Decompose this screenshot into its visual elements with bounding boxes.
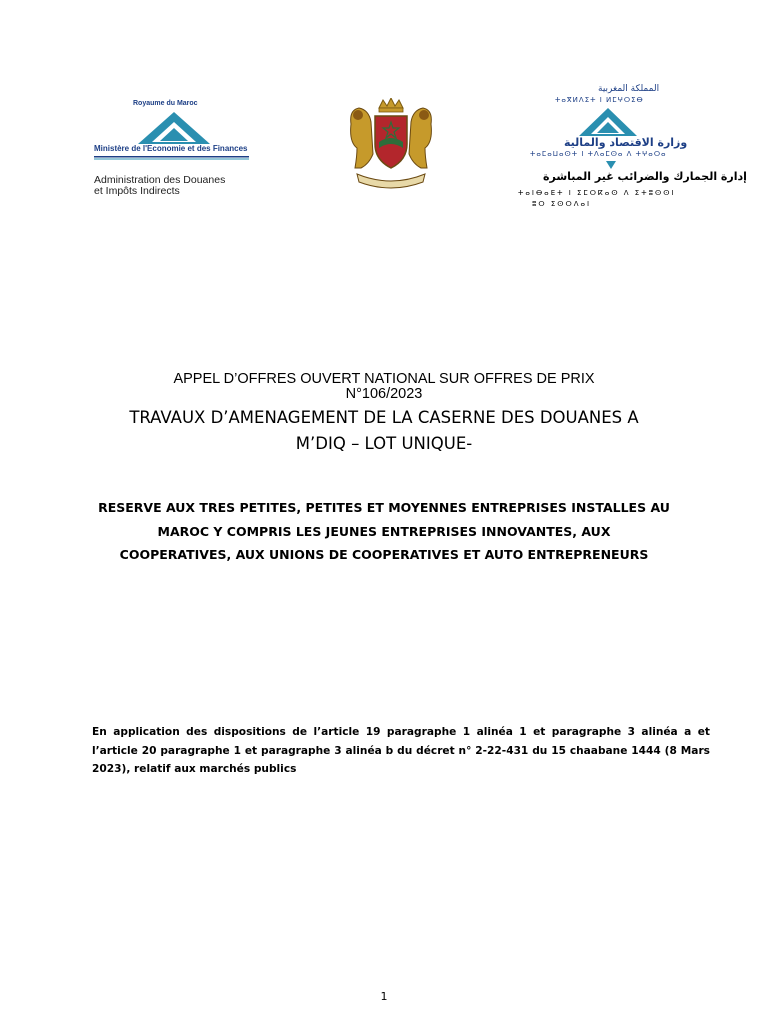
ministry-logo-right bbox=[518, 84, 747, 210]
tender-title bbox=[0, 372, 768, 402]
ministry-label: Ministère de l'Economie et des Finances bbox=[94, 144, 248, 153]
kingdom-label: Royaume du Maroc bbox=[133, 100, 198, 107]
works-title-line1: TRAVAUX D’AMENAGEMENT DE LA CASERNE DES DOUANES A bbox=[129, 408, 639, 427]
ministry-arabic-label: وزارة الاقتصاد والمالية bbox=[564, 136, 688, 149]
ministry-logo-left bbox=[88, 92, 258, 202]
ministry-emblem-icon bbox=[136, 110, 212, 146]
ministry-emblem-icon bbox=[578, 107, 638, 137]
ministry-underline-icon bbox=[94, 156, 249, 160]
tender-title-line1: APPEL D’OFFRES OUVERT NATIONAL SUR OFFRES DE PRIX bbox=[173, 371, 595, 387]
coat-of-arms-icon bbox=[343, 98, 439, 190]
kingdom-arabic-label: المملكة المغربية bbox=[598, 84, 660, 94]
administration-label: Administration des Douanes et Impôts Indirects bbox=[94, 174, 226, 197]
customs-tifinagh-label-2: ⵓⵔ ⵉⵙⵔⴷⴰⵏ bbox=[532, 200, 592, 208]
customs-arabic-label: إدارة الجمارك والضرائب غير المباشرة bbox=[543, 170, 747, 183]
reservation-line3: COOPERATIVES, AUX UNIONS DE COOPERATIVES ET AUTO ENTREPRENEURS bbox=[119, 547, 649, 562]
document-header bbox=[88, 84, 747, 212]
customs-tifinagh-label-1: ⵜⴰⵏⴱⴰⴹⵜ ⵏ ⵉⵎⵔⴽⴰⵙ ⴷ ⵉⵜⵓⵙⵙⵏ bbox=[518, 189, 676, 197]
reservation-line2: MAROC Y COMPRIS LES JEUNES ENTREPRISES INNOVANTES, AUX bbox=[157, 523, 611, 539]
works-title bbox=[0, 405, 768, 457]
works-title-line2: M’DIQ – LOT UNIQUE- bbox=[295, 434, 473, 453]
page-number: 1 bbox=[380, 990, 388, 1003]
reservation-line1: RESERVE AUX TRES PETITES, PETITES ET MOYENNES ENTREPRISES INSTALLES AU bbox=[98, 500, 670, 515]
kingdom-tifinagh-label: ⵜⴰⴳⵍⴷⵉⵜ ⵏ ⵍⵎⵖⵔⵉⴱ bbox=[555, 96, 644, 104]
ministry-tifinagh-label: ⵜⴰⵎⴰⵡⴰⵙⵜ ⵏ ⵜⴷⴰⵎⵙⴰ ⴷ ⵜⵖⴰⵔⴰ bbox=[530, 150, 667, 158]
divider-triangle-icon bbox=[606, 161, 616, 169]
legal-basis-paragraph: En application des dispositions de l’article 19 paragraphe 1 alinéa 1 et paragraphe 3 alinéa a et l’article 20 paragraphe 1 et paragraphe 3 alinéa b du décret n° 2-22-431 du 15 chaabane 1444 (8 Mars 2023), relatif aux marchés publics bbox=[92, 726, 710, 775]
reservation-notice bbox=[0, 496, 768, 567]
tender-number: N°106/2023 bbox=[345, 386, 423, 402]
